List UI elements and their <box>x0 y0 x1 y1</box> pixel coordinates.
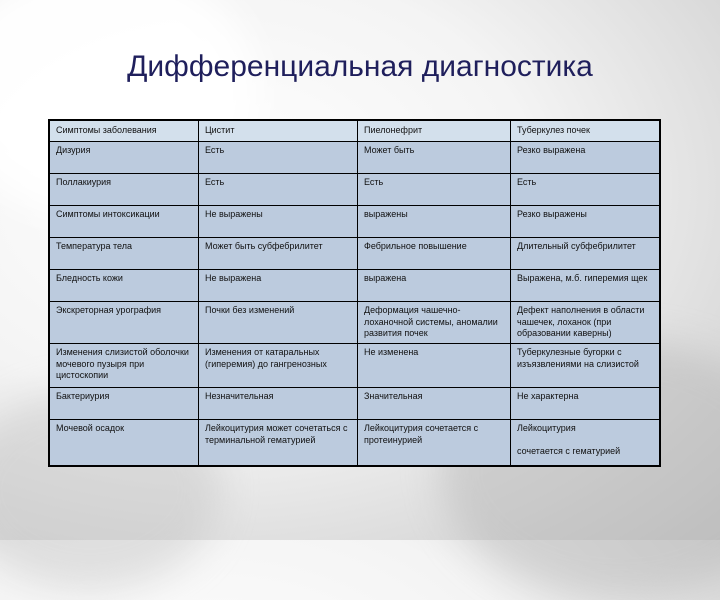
table-cell: Дефект наполнения в области чашечек, лоханок (при образовании каверны) <box>511 302 661 344</box>
table-cell: Резко выражена <box>511 142 661 174</box>
table-cell: Лейкоцитурия сочетается с протеинурией <box>358 420 511 466</box>
table-cell: Незначительная <box>199 388 358 420</box>
table-cell: Не выражены <box>199 206 358 238</box>
table-cell: Есть <box>199 142 358 174</box>
table-cell: Бледность кожи <box>49 270 199 302</box>
table-cell: Есть <box>199 174 358 206</box>
table-cell: Выражена, м.б. гиперемия щек <box>511 270 661 302</box>
table-row <box>49 238 660 270</box>
header-cell-pyelonephritis: Пиелонефрит <box>358 120 511 142</box>
diagnosis-table <box>48 119 661 467</box>
table-cell: Симптомы интоксикации <box>49 206 199 238</box>
table-cell: Резко выражены <box>511 206 661 238</box>
table-cell: Фебрильное повышение <box>358 238 511 270</box>
table-cell <box>511 420 661 466</box>
table-row <box>49 388 660 420</box>
header-cell-cystitis: Цистит <box>199 120 358 142</box>
table-cell: Бактериурия <box>49 388 199 420</box>
table-cell: выражена <box>358 270 511 302</box>
table-cell: Лейкоцитурия может сочетаться с терминальной гематурией <box>199 420 358 466</box>
table-row <box>49 302 660 344</box>
table-cell: Не характерна <box>511 388 661 420</box>
table-cell: Поллакиурия <box>49 174 199 206</box>
table-cell: Длительный субфебрилитет <box>511 238 661 270</box>
table-cell: Туберкулезные бугорки с изъязвлениями на слизистой <box>511 344 661 388</box>
table-cell: Может быть <box>358 142 511 174</box>
table-cell: Есть <box>511 174 661 206</box>
slide-title: Дифференциальная диагностика <box>127 50 593 83</box>
cell-text: Лейкоцитурия <box>517 423 576 433</box>
table-cell: Значительная <box>358 388 511 420</box>
table-cell: Изменения слизистой оболочки мочевого пузыря при цистоскопии <box>49 344 199 388</box>
header-cell-tuberculosis: Туберкулез почек <box>511 120 661 142</box>
table-cell: Почки без изменений <box>199 302 358 344</box>
table-cell: Есть <box>358 174 511 206</box>
table-header-row <box>49 120 660 142</box>
table-cell: Экскреторная урография <box>49 302 199 344</box>
cell-text: сочетается с гематурией <box>517 445 621 456</box>
table-cell: Не изменена <box>358 344 511 388</box>
table-cell: Деформация чашечно-лоханочной системы, аномалии развития почек <box>358 302 511 344</box>
header-cell-symptoms: Симптомы заболевания <box>49 120 199 142</box>
table-cell: Мочевой осадок <box>49 420 199 466</box>
table-row <box>49 206 660 238</box>
table-cell: Может быть субфебрилитет <box>199 238 358 270</box>
table-cell: Дизурия <box>49 142 199 174</box>
table-cell: Температура тела <box>49 238 199 270</box>
table-row <box>49 174 660 206</box>
table-cell: Не выражена <box>199 270 358 302</box>
table-row <box>49 344 660 388</box>
table-cell: Изменения от катаральных (гиперемия) до гангренозных <box>199 344 358 388</box>
table-cell: выражены <box>358 206 511 238</box>
table-row <box>49 142 660 174</box>
table-row <box>49 420 660 466</box>
table-row <box>49 270 660 302</box>
